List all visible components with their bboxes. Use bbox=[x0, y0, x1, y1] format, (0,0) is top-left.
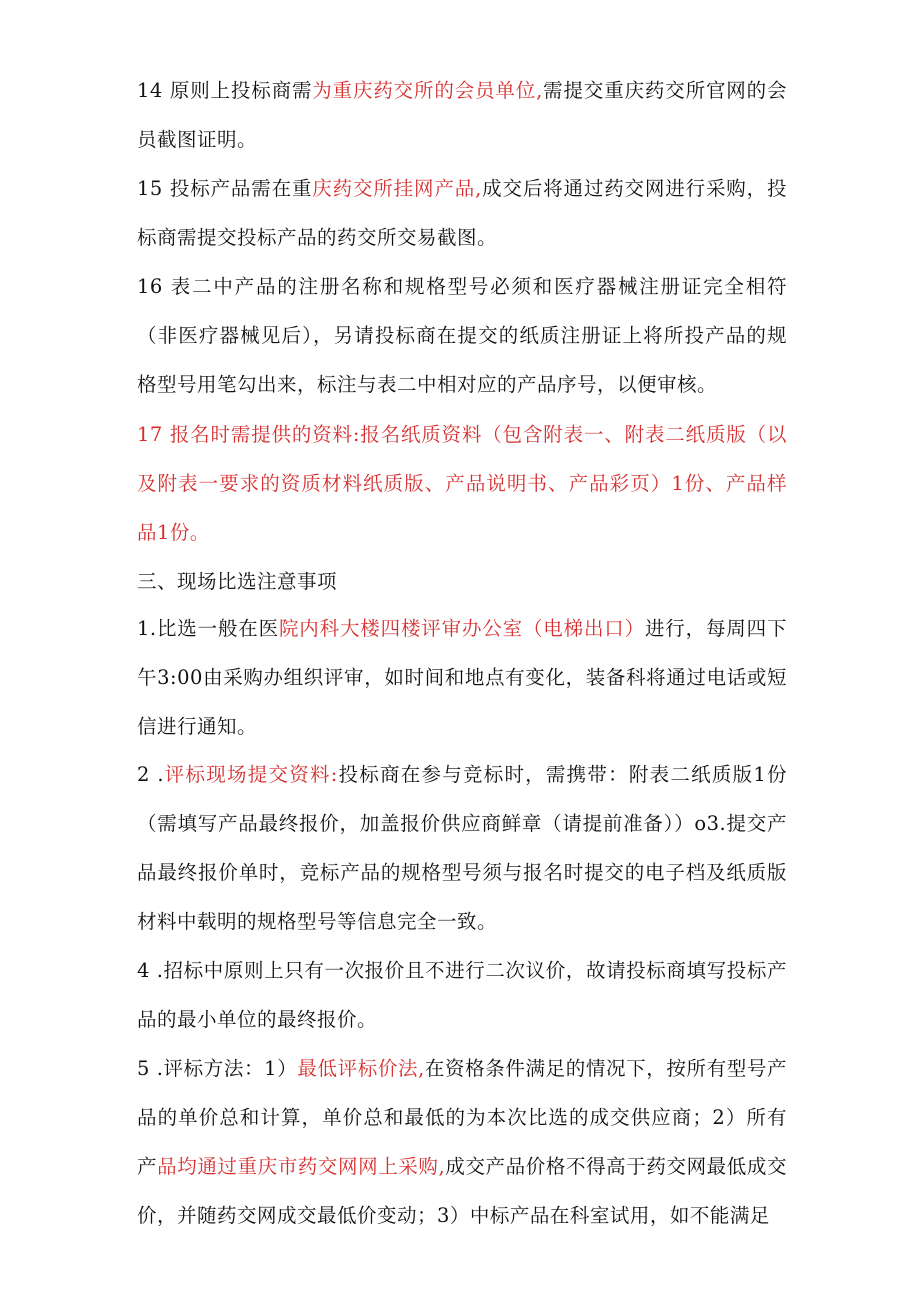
paragraph-17-highlight: 17 报名时需提供的资料:报名纸质资料（包含附表一、附表二纸质版（以及附表一要求的资质材料纸质版、产品说明书、产品彩页）1份、产品样品1份。 bbox=[137, 423, 787, 544]
paragraph-item-1 bbox=[137, 604, 787, 751]
paragraph-15-text: 15 投标产品需在重 bbox=[137, 177, 313, 200]
section-heading bbox=[137, 557, 787, 606]
section-heading-text: 三、现场比选注意事项 bbox=[137, 570, 338, 593]
item-5-highlight: 最低评标价法, bbox=[297, 1057, 425, 1080]
paragraph-15 bbox=[137, 164, 787, 262]
paragraph-item-4 bbox=[137, 946, 787, 1044]
item-1-highlight: 院内科大楼四楼评审办公室（电梯出口） bbox=[278, 617, 645, 640]
paragraph-item-5 bbox=[137, 1044, 787, 1240]
paragraph-15-highlight: 庆药交所挂网产品, bbox=[312, 177, 482, 200]
paragraph-14 bbox=[137, 66, 787, 164]
item-1-text: 进行，每周四下午3:00由采购办组织评审，如时间和地点有变化，装备科将通过电话或短信进行通知。 bbox=[137, 617, 787, 738]
paragraph-16 bbox=[137, 262, 787, 409]
item-2-highlight: 评标现场提交资料: bbox=[164, 763, 338, 786]
paragraph-16-text: 16 表二中产品的注册名称和规格型号必须和医疗器械注册证完全相符（非医疗器械见后），另请投标商在提交的纸质注册证上将所投产品的规格型号用笔勾出来，标注与表二中相对应的产品序号，以便审核。 bbox=[137, 275, 787, 396]
item-5-text: 5 .评标方法：1） bbox=[137, 1057, 298, 1080]
item-5-highlight: 品均通过重庆市药交网网上采购, bbox=[157, 1155, 446, 1178]
paragraph-15-text: 成交后将通过药交网进行采购，投标商需提交投标产品的药交所交易截图。 bbox=[137, 177, 787, 249]
item-4-text: 4 .招标中原则上只有一次报价且不进行二次议价，故请投标商填写投标产品的最小单位的最终报价。 bbox=[137, 959, 787, 1031]
item-2-text: 投标商在参与竞标时，需携带：附表二纸质版1份（需填写产品最终报价，加盖报价供应商鲜章（请提前准备））o3.提交产品最终报价单时，竞标产品的规格型号须与报名时提交的电子档及纸质版材料中载明的规格型号等信息完全一致。 bbox=[137, 763, 787, 933]
paragraph-14-text: 需提交重庆药交所官网的会员截图证明。 bbox=[137, 79, 787, 151]
item-2-text: 2 . bbox=[137, 763, 165, 786]
item-1-text: 1.比选一般在医 bbox=[137, 617, 279, 640]
item-5-text: 在资格条件满足的情况下，按所有型号产品的单价总和计算，单价总和最低的为本次比选的成交供应商；2）所有产 bbox=[137, 1057, 787, 1178]
paragraph-14-highlight: 为重庆药交所的会员单位, bbox=[312, 79, 543, 102]
item-5-text: 成交产品价格不得高于药交网最低成交价，并随药交网成交最低价变动；3）中标产品在科室试用，如不能满足 bbox=[137, 1155, 787, 1227]
paragraph-17 bbox=[137, 410, 787, 557]
paragraph-item-2 bbox=[137, 750, 787, 946]
paragraph-14-text: 14 原则上投标商需 bbox=[137, 79, 313, 102]
